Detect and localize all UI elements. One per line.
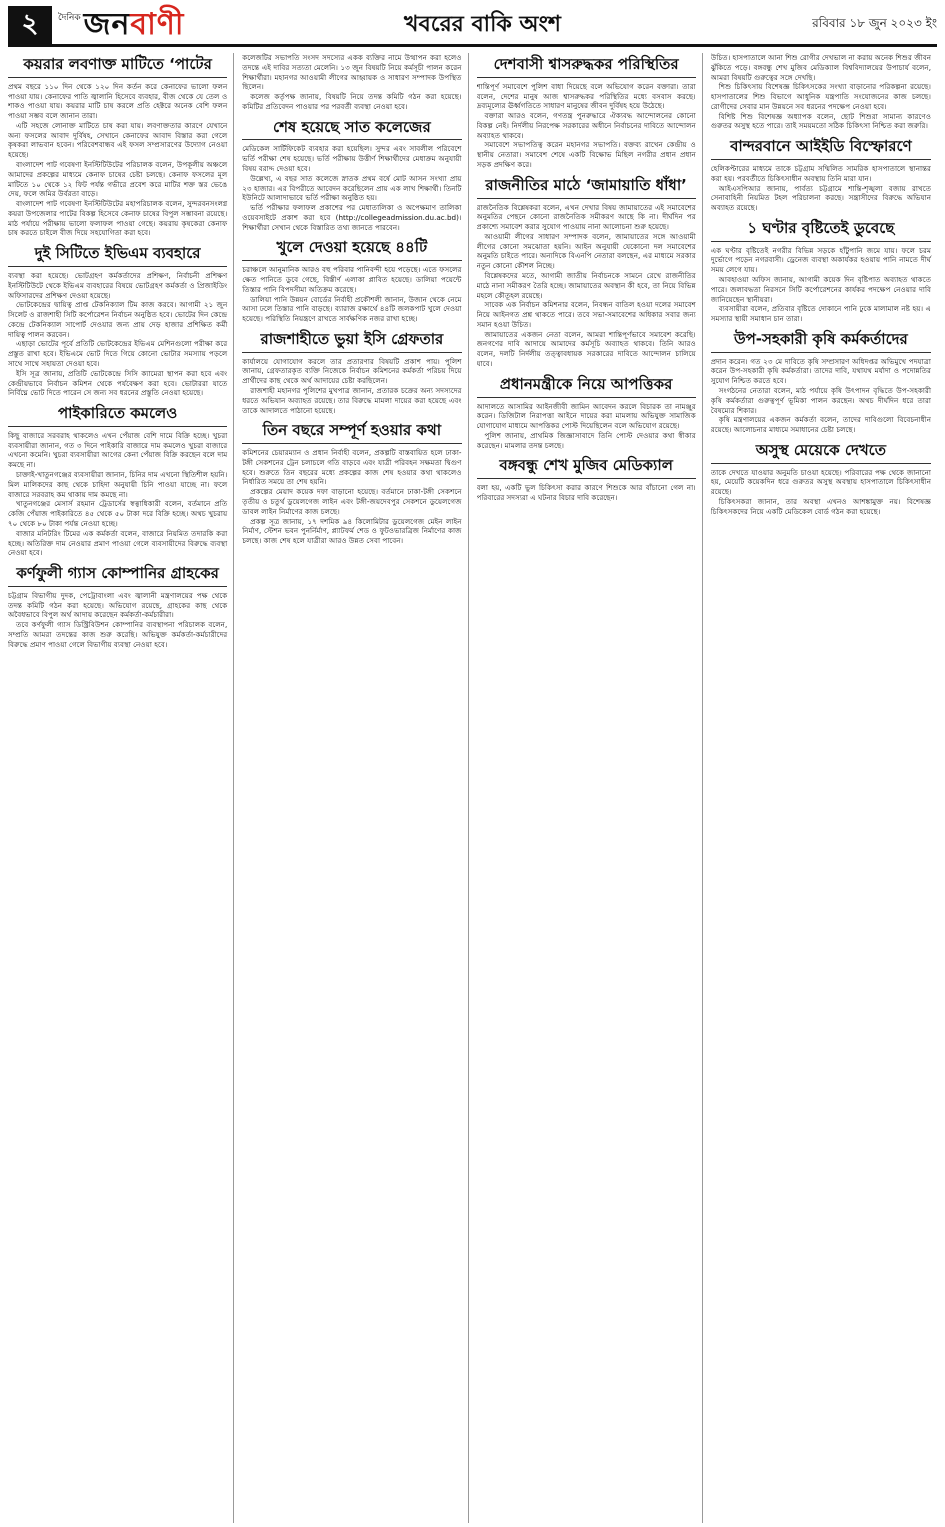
article-paragraph: সংগঠনের নেতারা বলেন, মাঠ পর্যায়ে কৃষি উৎপাদন বৃদ্ধিতে উপ-সহকারী কৃষি কর্মকর্তারা গুরুত্বপূর্ণ ভূমিকা পালন করছেন। অথচ দীর্ঘদিন ধরে তারা বৈষম্যের শিকার। xyxy=(710,386,931,415)
article-paragraph: আইএসপিআর জানায়, পার্বত্য চট্টগ্রামে শান্তি-শৃঙ্খলা বজায় রাখতে সেনাবাহিনী নিয়মিত টহল পরিচালনা করছে। সন্ত্রাসীদের বিরুদ্ধে অভিযান অব্যাহত রয়েছে। xyxy=(710,183,931,213)
article xyxy=(711,441,931,517)
logo-name xyxy=(84,0,185,51)
article-headline: খুলে দেওয়া হয়েছে ৪৪টি xyxy=(242,238,461,261)
column-2 xyxy=(242,53,468,1523)
article-paragraph: উচিত। হাসপাতালে আনা শিশু রোগীর দেখভাল না করায় অনেক শিশুর জীবন ঝুঁকিতে পড়ে। বঙ্গবন্ধু শেখ মুজিব মেডিক্যাল বিশ্ববিদ্যালয়ের উপাচার্য বলেন, আমরা বিষয়টি গুরুত্বের সঙ্গে দেখছি। xyxy=(710,53,931,82)
logo-name-part-a: জন xyxy=(83,6,131,42)
article-headline: উপ-সহকারী কৃষি কর্মকর্তাদের xyxy=(711,330,931,353)
article-paragraph: প্রদান করেন। গত ২৩ মে দাবিতে কৃষি সম্প্রসারণ অধিদপ্তর অভিমুখে পদযাত্রা করেন উপ-সহকারী কৃষি কর্মকর্তারা। তাদের দাবি, যথাযথ মর্যাদা ও পদোন্নতির সুযোগ নিশ্চিত করতে হবে। xyxy=(710,356,931,386)
article xyxy=(711,330,931,435)
article xyxy=(711,53,931,131)
section-title: খবরের বাকি অংশ xyxy=(404,11,561,37)
article-paragraph: তাকে দেখতে যাওয়ার অনুমতি চাওয়া হয়েছে। পরিবারের পক্ষ থেকে জানানো হয়, মেয়েটি কয়েকদিন ধরে গুরুতর অসুস্থ অবস্থায় হাসপাতালে চিকিৎসাধীন রয়েছে। xyxy=(710,467,931,497)
article-headline: দুই সিটিতে ইভিএম ব্যবহারে xyxy=(8,244,227,267)
article-paragraph: আওয়ামী লীগের সাধারণ সম্পাদক বলেন, জামায়াতের সঙ্গে আওয়ামী লীগের কোনো সমঝোতা হয়নি। আইন অনুযায়ী যেকোনো দল সমাবেশের অনুমতি চাইতে পারে। অন্যদিকে বিএনপি নেতারা বলছেন, এর মাধ্যমে সরকার নতুন কোনো কৌশল নিচ্ছে। xyxy=(476,231,696,271)
article-paragraph: চিকিৎসকরা জানান, তার অবস্থা এখনও আশঙ্কামুক্ত নয়। বিশেষজ্ঞ চিকিৎসকদের নিয়ে একটি মেডিকেল বোর্ড গঠন করা হয়েছে। xyxy=(710,497,931,516)
article-paragraph: শিশু চিকিৎসায় বিশেষজ্ঞ চিকিৎসকের সংখ্যা বাড়ানোর পরিকল্পনা রয়েছে। হাসপাতালের শিশু বিভাগে আধুনিক যন্ত্রপাতি সংযোজনের কাজ চলছে। রোগীদের সেবার মান উন্নয়নে সব ধরনের পদক্ষেপ নেওয়া হবে। xyxy=(710,82,931,111)
article-headline: বান্দরবানে আইইডি বিস্ফোরণে xyxy=(711,137,931,160)
issue-date: রবিবার ১৮ জুন ২০২৩ ইং xyxy=(812,16,937,30)
article-paragraph: চাক্তাই-খাতুনগঞ্জের ব্যবসায়ীরা জানান, চিনির দাম এখনো স্থিতিশীল হয়নি। মিল মালিকদের কাছ থেকে চাহিদা অনুযায়ী চিনি পাওয়া যাচ্ছে না। ফলে বাজারে সরবরাহ কম থাকায় দাম কমছে না। xyxy=(8,470,228,499)
article xyxy=(242,421,461,546)
article-paragraph: সাবেক এক নির্বাচন কমিশনার বলেন, নিবন্ধন বাতিল হওয়া দলের সমাবেশ নিয়ে আইনগত প্রশ্ন থাকতে পারে। তবে সভা-সমাবেশের অধিকার সবার জন্য সমান হওয়া উচিত। xyxy=(476,300,696,329)
article-headline: কর্ণফুলী গ্যাস কোম্পানির গ্রাহকের xyxy=(8,564,227,587)
article xyxy=(477,55,696,170)
article-paragraph: সমাবেশে সভাপতিত্ব করেন মহানগর সভাপতি। বক্তব্য রাখেন কেন্দ্রীয় ও স্থানীয় নেতারা। সমাবেশ শেষে একটি বিক্ষোভ মিছিল নগরীর প্রধান প্রধান সড়ক প্রদক্ষিণ করে। xyxy=(476,140,696,169)
article-headline: দেশবাসী শ্বাসরুদ্ধকর পরিস্থিতির xyxy=(477,55,696,78)
article-paragraph: চরাঞ্চলে আনুমানিক আরও বহু পরিবার পানিবন্দী হয়ে পড়েছে। এতে ফসলের ক্ষেত পানিতে ডুবে গেছে, বিস্তীর্ণ এলাকা প্লাবিত হয়েছে। ডালিয়া পয়েন্টে তিস্তার পানি বিপদসীমা অতিক্রম করেছে। xyxy=(242,265,462,294)
article-paragraph: রাজশাহী মহানগর পুলিশের মুখপাত্র জানান, প্রতারক চক্রের অন্য সদস্যদের ধরতে অভিযান অব্যাহত রয়েছে। তার বিরুদ্ধে মামলা দায়ের করা হয়েছে এবং তাকে আদালতে পাঠানো হয়েছে। xyxy=(242,386,462,415)
article-paragraph: আদালতে আসামির আইনজীবী জামিন আবেদন করলে বিচারক তা নামঞ্জুর করেন। ডিজিটাল নিরাপত্তা আইনে দায়ের করা মামলায় অভিযুক্ত সামাজিক যোগাযোগ মাধ্যমে আপত্তিকর পোস্ট দিয়েছিলেন বলে অভিযোগ রয়েছে। xyxy=(476,401,696,431)
article-paragraph: এটি সহজে লোনাক্ত মাটিতে চাষ করা যায়। লবণাক্ততার কারণে যেখানে অন্য ফসলের আবাদ দুর্বিষহ, সেখানে কেনাফের আবাদ বিস্তার করা গেলে কৃষকরা লাভবান হবেন। পরিবেশবান্ধব এই ফসল সম্প্রসারণের উদ্যোগ নেওয়া হয়েছে। xyxy=(8,120,228,160)
article xyxy=(477,375,696,451)
article-headline: কয়রার লবণাক্ত মাটিতে ‘পাটের xyxy=(8,55,227,78)
article-paragraph: ব্যবসায়ীরা বলেন, প্রতিবার বৃষ্টিতে দোকানে পানি ঢুকে মালামাল নষ্ট হয়। এ সমস্যার স্থায়ী সমাধান চান তারা। xyxy=(710,304,931,324)
article-paragraph: কিছু বাজারে সরবরাহ থাকলেও এখন পেঁয়াজ বেশি দামে বিক্রি হচ্ছে। খুচরা ব্যবসায়ীরা জানান, গত ৩ দিনে পাইকারি বাজারে দাম কমলেও খুচরা বাজারে এখনো কমেনি। খুচরা ব্যবসায়ীরা আগের কেনা পেঁয়াজ বিক্রি করছেন বলে দাম কমছে না। xyxy=(8,430,228,470)
article-paragraph: উল্লেখ্য, এ বছর সাত কলেজে স্নাতক প্রথম বর্ষে মোট আসন সংখ্যা প্রায় ২৩ হাজার। এর বিপরীতে আবেদন করেছিলেন প্রায় এক লাখ শিক্ষার্থী। তিনটি ইউনিটে আলাদাভাবে ভর্তি পরীক্ষা অনুষ্ঠিত হয়। xyxy=(242,173,462,203)
article-paragraph: ডালিয়া পানি উন্নয়ন বোর্ডের নির্বাহী প্রকৌশলী জানান, উজান থেকে নেমে আসা ঢলে তিস্তার পানি বাড়ছে। ব্যারাজ রক্ষার্থে ৪৪টি জলকপাট খুলে দেওয়া হয়েছে। পরিস্থিতি নিয়ন্ত্রণে রাখতে সার্বক্ষণিক নজর রাখা হচ্ছে। xyxy=(242,294,462,324)
article-paragraph: হেলিকপ্টারের মাধ্যমে তাকে চট্টগ্রাম সম্মিলিত সামরিক হাসপাতালে স্থানান্তর করা হয়। পরবর্তীতে চিকিৎসাধীন অবস্থায় তিনি মারা যান। xyxy=(710,164,931,183)
logo-daily-label: দৈনিক xyxy=(58,13,81,23)
logo-name-part-b: বাণী xyxy=(130,6,185,42)
article-paragraph: কলেজটির সভাপতি সংসদ সদস্যের একক ব্যক্তির নামে উত্থাপন করা হলেও তদন্তে এই দাবির সত্যতা মেলেনি। ১৩ জুন বিষয়টি নিয়ে কর্মসূচী পালন করেন শিক্ষার্থীরা। মহানগর আওয়ামী লীগের আহ্বায়ক ও সাধারণ সম্পাদক উপস্থিত ছিলেন। xyxy=(242,53,462,92)
article-paragraph: ভোটকেন্দ্রের দ্বায়িত্ব প্রাপ্ত টেকনিক্যাল টিম কাজ করবে। আগামী ২১ জুন সিলেট ও রাজশাহী সিটি কর্পোরেশন নির্বাচন অনুষ্ঠিত হবে। ভোটের দিন কেন্দ্রে কেন্দ্রে টেকনিক্যাল সাপোর্ট দেওয়ার জন্য প্রায় দেড় হাজার প্রশিক্ষিত কর্মী দায়িত্ব পালন করবেন। xyxy=(8,300,228,339)
article xyxy=(242,118,461,233)
article-headline: প্রধানমন্ত্রীকে নিয়ে আপত্তিকর xyxy=(477,375,696,398)
article xyxy=(242,53,461,112)
newspaper-logo xyxy=(52,6,238,44)
column-1 xyxy=(8,53,234,1523)
article-paragraph: প্রকল্প সূত্র জানায়, ১৭ দশমিক ৯৪ কিলোমিটার ডুয়েলগেজ মেইন লাইন নির্মাণ, স্টেশন ভবন পুনর্নির্মাণ, প্ল্যাটফর্ম শেড ও ফুটওভারব্রিজ নির্মাণের কাজ চলছে। কাজ শেষ হলে যাত্রীরা আরও উন্নত সেবা পাবেন। xyxy=(242,516,462,546)
article-headline: ১ ঘণ্টার বৃষ্টিতেই ডুবেছে xyxy=(711,219,931,242)
article-headline: রাজনীতির মাঠে ‘জামায়াতি ধাঁধা’ xyxy=(477,176,696,199)
article-paragraph: কার্যালয়ে যোগাযোগ করলে তার প্রতারণার বিষয়টি প্রকাশ পায়। পুলিশ জানায়, গ্রেফতারকৃত ব্যক্তি নিজেকে নির্বাচন কমিশনের কর্মকর্তা পরিচয় দিয়ে প্রার্থীদের কাছ থেকে অর্থ আদায়ের চেষ্টা করছিলেন। xyxy=(242,356,462,386)
article-headline: শেষ হয়েছে সাত কলেজের xyxy=(242,118,461,141)
article-paragraph: বলা হয়, একটি ভুল চিকিৎসা করার কারণে শিশুকে আর বাঁচানো গেল না। পরিবারের সদস্যরা এ ঘটনার বিচার দাবি করেছেন। xyxy=(476,483,696,502)
article-paragraph: ভর্তি পরীক্ষার ফলাফল প্রকাশের পর মেধাতালিকা ও অপেক্ষমাণ তালিকা ওয়েবসাইটে প্রকাশ করা হবে (http://collegeadmission.du.ac.bd)। শিক্ষার্থীরা সেখান থেকে বিস্তারিত তথ্য জানতে পারবেন। xyxy=(242,203,462,232)
article-headline: রাজশাহীতে ভুয়া ইসি গ্রেফতার xyxy=(242,330,461,353)
article-paragraph: কলেজ কর্তৃপক্ষ জানায়, বিষয়টি নিয়ে তদন্ত কমিটি গঠন করা হয়েছে। কমিটির প্রতিবেদন পাওয়ার পর পরবর্তী ব্যবস্থা নেওয়া হবে। xyxy=(242,92,462,111)
article-paragraph: বিশ্লেষকদের মতে, আগামী জাতীয় নির্বাচনকে সামনে রেখে রাজনীতির মাঠে নানা সমীকরণ তৈরি হচ্ছে। জামায়াতের অবস্থান কী হবে, তা নিয়ে বিভিন্ন মহলে কৌতূহল রয়েছে। xyxy=(476,271,696,300)
article-paragraph: বাজার মনিটরিং টিমের এক কর্মকর্তা বলেন, বাজারে নিয়মিত তদারকি করা হচ্ছে। অতিরিক্ত দাম নেওয়ার প্রমাণ পাওয়া গেলে ব্যবসায়ীদের বিরুদ্ধে ব্যবস্থা নেওয়া হবে। xyxy=(8,528,228,558)
article xyxy=(711,137,931,213)
article-paragraph: কমিশনের চেয়ারম্যান ও প্রধান নির্বাহী বলেন, প্রকল্পটি বাস্তবায়িত হলে ঢাকা-টঙ্গী সেকশনের ট্রেন চলাচলে গতি বাড়বে এবং যাত্রী পরিবহন সক্ষমতা দ্বিগুণ হবে। শুরুতে তিন বছরের মধ্যে প্রকল্পের কাজ শেষ হওয়ার কথা থাকলেও নির্ধারিত সময়ে তা শেষ হয়নি। xyxy=(242,448,462,487)
article-paragraph: মেডিকেল সার্টিফিকেট ব্যবহার করা হয়েছিল। সুন্দর এবং সাবলীল পরিবেশে ভর্তি পরীক্ষা শেষ হয়েছে। ভর্তি পরীক্ষায় উত্তীর্ণ শিক্ষার্থীদের মেধাক্রম অনুযায়ী বিষয় বরাদ্দ দেওয়া হবে। xyxy=(242,144,462,173)
article xyxy=(242,238,461,323)
article xyxy=(8,55,227,238)
article-paragraph: জামায়াতের একজন নেতা বলেন, আমরা শান্তিপূর্ণভাবে সমাবেশ করেছি। জনগণের দাবি আদায়ে আমাদের কর্মসূচি অব্যাহত থাকবে। তিনি আরও বলেন, দলটি নির্দলীয় তত্ত্বাবধায়ক সরকারের দাবিতে আন্দোলন চালিয়ে যাবে। xyxy=(476,329,696,369)
article-paragraph: বক্তারা আরও বলেন, গণতন্ত্র পুনরুদ্ধারে ঐক্যবদ্ধ আন্দোলনের কোনো বিকল্প নেই। নির্দলীয় নিরপেক্ষ সরকারের অধীনে নির্বাচনের দাবিতে আন্দোলন অব্যাহত থাকবে। xyxy=(476,111,696,140)
article-paragraph: চট্টগ্রাম বিভাগীয় দুদক, পেট্রোবাংলা এবং জ্বালানী মন্ত্রণালয়ের পক্ষ থেকে তদন্ত কমিটি গঠন করা হয়েছে। অভিযোগ রয়েছে, গ্রাহকের কাছ থেকে অবৈধভাবে বিপুল অর্থ আদায় করেছেন কর্মকর্তা-কর্মচারীরা। xyxy=(8,590,228,620)
article-paragraph: এক ঘণ্টার বৃষ্টিতেই নগরীর বিভিন্ন সড়কে হাঁটুপানি জমে যায়। ফলে চরম দুর্ভোগে পড়েন নগরবাসী। ড্রেনেজ ব্যবস্থা অকার্যকর হওয়ায় পানি নামতে দীর্ঘ সময় লেগে যায়। xyxy=(710,245,931,275)
article-paragraph: ব্যবস্থা করা হয়েছে। ভোটগ্রহণ কর্মকর্তাদের প্রশিক্ষণ, নির্বাচনী প্রশিক্ষণ ইনস্টিটিউটে থেকে ইভিএম ব্যবহারের বিষয়ে ভোটগ্রহণ কর্মকর্তা ও প্রিজাইডিং অফিসারদের প্রশিক্ষণ দেওয়া হয়েছে। xyxy=(8,271,228,300)
article-paragraph: এছাড়া ভোটের পূর্বে প্রতিটি ভোটকেন্দ্রের ইভিএম মেশিনগুলো পরীক্ষা করে প্রস্তুত রাখা হবে। ইভিএমে ভোট দিতে গিয়ে কোনো ভোটার সমস্যায় পড়লে সাথে সাথে সহায়তা দেওয়া হবে। xyxy=(8,339,228,369)
article-headline: বঙ্গবন্ধু শেখ মুজিব মেডিক্যাল xyxy=(477,456,696,479)
article xyxy=(8,404,227,558)
article-paragraph: রাজনৈতিক বিশ্লেষকরা বলেন, এখন দেখার বিষয় জামায়াতের এই সমাবেশের অনুমতির পেছনে কোনো রাজনৈতিক সমীকরণ আছে কি না। দীর্ঘদিন পর প্রকাশ্যে সমাবেশ করার সুযোগ পাওয়ায় নানা আলোচনা শুরু হয়েছে। xyxy=(476,202,696,232)
article-paragraph: বাংলাদেশ পাট গবেষণা ইনস্টিটিউটের মহাপরিচালক বলেন, সুন্দরবনসংলগ্ন কয়রা উপজেলার পাটের বিকল্প হিসেবে কেনাফ চাষের বিপুল সম্ভাবনা রয়েছে। মাঠ পর্যায়ে পরীক্ষায় ভালো ফলাফল পাওয়া গেছে। কয়রায় কৃষকেরা কেনাফ চাষ করতে চাইলে বীজ দিয়ে সহযোগিতা করা হবে। xyxy=(8,199,228,238)
article-paragraph: আবহাওয়া অফিস জানায়, আগামী কয়েক দিন বৃষ্টিপাত অব্যাহত থাকতে পারে। জলাবদ্ধতা নিরসনে সিটি কর্পোরেশনের কার্যকর পদক্ষেপ নেওয়ার দাবি জানিয়েছেন স্থানীয়রা। xyxy=(710,275,931,304)
article xyxy=(8,564,227,649)
article xyxy=(8,244,227,398)
article-paragraph: শান্তিপূর্ণ সমাবেশে পুলিশ বাধা দিয়েছে বলে অভিযোগ করেন বক্তারা। তারা বলেন, দেশের মানুষ আজ শ্বাসরুদ্ধকর পরিস্থিতির মধ্যে বসবাস করছে। দ্রব্যমূল্যের ঊর্ধ্বগতিতে সাধারণ মানুষের জীবন দুর্বিষহ হয়ে উঠেছে। xyxy=(476,81,696,111)
article xyxy=(477,456,696,502)
article-paragraph: ইসি সূত্র জানায়, প্রতিটি ভোটকেন্দ্রে সিসি ক্যামেরা স্থাপন করা হবে এবং কেন্দ্রীয়ভাবে নির্বাচন কমিশন থেকে পর্যবেক্ষণ করা হবে। ভোটাররা যাতে নির্বিঘ্নে ভোট দিতে পারেন সে জন্য সব ধরনের প্রস্তুতি নেওয়া হয়েছে। xyxy=(8,368,228,398)
article xyxy=(711,219,931,324)
article-paragraph: বাংলাদেশ পাট গবেষণা ইনস্টিটিউটের পরিচালক বলেন, উপকূলীয় অঞ্চলে আমাদের প্রকল্পের মাধ্যমে কেনাফ চাষের চেষ্টা চলছে। কেনাফ ফসলের মূল মাটিতে ১০ থেকে ১২ ফিট পর্যন্ত গভীরে প্রবেশ করে মাটির শক্ত স্তর ভেঙে দেয়, ফলে জমির উর্বরতা বাড়ে। xyxy=(8,160,228,199)
article-paragraph: পুলিশ জানায়, প্রাথমিক জিজ্ঞাসাবাদে তিনি পোস্ট দেওয়ার কথা স্বীকার করেছেন। মামলার তদন্ত চলছে। xyxy=(476,430,696,450)
article-paragraph: প্রথম বছরে ১১০ দিন থেকে ১২০ দিন কর্তন করে কেনাফের ভালো ফলন পাওয়া যায়। কেনাফের পাতি জ্বালানি হিসেবে ব্যবহার, বীজ থেকে যে তেল ও শাকও পাওয়া যায়। কয়রার মাটি চাষ করলে প্রতি হেক্টরে অনেক বেশি ফলন পাওয়া সম্ভব বলে জানান তারা। xyxy=(8,81,228,121)
article xyxy=(242,330,461,415)
masthead xyxy=(8,6,937,47)
columns-container xyxy=(8,53,937,1523)
article-paragraph: তবে কর্ণফুলী গ্যাস ডিস্ট্রিবিউশন কোম্পানির ব্যবস্থাপনা পরিচালক বলেন, সম্প্রতি আমরা তদন্তের কাজ শুরু করেছি। অভিযুক্ত কর্মকর্তা-কর্মচারীদের বিরুদ্ধে প্রমাণ পাওয়া গেলে বিভাগীয় ব্যবস্থা নেওয়া হবে। xyxy=(8,620,228,649)
column-3 xyxy=(477,53,703,1523)
article-paragraph: বিশিষ্ট শিশু বিশেষজ্ঞ অধ্যাপক বলেন, ছোট শিশুরা সামান্য কারণেও গুরুতর অসুস্থ হতে পারে। তাই সময়মতো সঠিক চিকিৎসা নিশ্চিত করা জরুরি। xyxy=(710,111,931,131)
article-headline: তিন বছরে সম্পূর্ণ হওয়ার কথা xyxy=(242,421,461,444)
article-headline: পাইকারিতে কমলেও xyxy=(8,404,227,427)
article-paragraph: খাতুনগঞ্জের মেসার্স রহমান ট্রেডার্সের স্বত্বাধিকারী বলেন, বর্তমানে প্রতি কেজি পেঁয়াজ পাইকারিতে ৪৫ থেকে ৫০ টাকা দরে বিক্রি হচ্ছে। অথচ খুচরায় ৭০ থেকে ৮০ টাকা পর্যন্ত নেওয়া হচ্ছে। xyxy=(8,499,228,528)
page-number: ২ xyxy=(8,6,52,44)
article-paragraph: প্রকল্পের মেয়াদ কয়েক দফা বাড়ানো হয়েছে। বর্তমানে ঢাকা-টঙ্গী সেকশনে তৃতীয় ও চতুর্থ ডুয়েলগেজ লাইন এবং টঙ্গী-জয়দেবপুর সেকশনে ডুয়েলগেজ ডাবল লাইন নির্মাণের কাজ চলছে। xyxy=(242,487,462,516)
article xyxy=(477,176,696,369)
column-4 xyxy=(711,53,937,1523)
article-headline: অসুস্থ মেয়েকে দেখতে xyxy=(711,441,931,464)
article-paragraph: কৃষি মন্ত্রণালয়ের একজন কর্মকর্তা বলেন, তাদের দাবিগুলো বিবেচনাধীন রয়েছে। আলোচনার মাধ্যমে সমাধানের চেষ্টা চলছে। xyxy=(710,415,931,435)
